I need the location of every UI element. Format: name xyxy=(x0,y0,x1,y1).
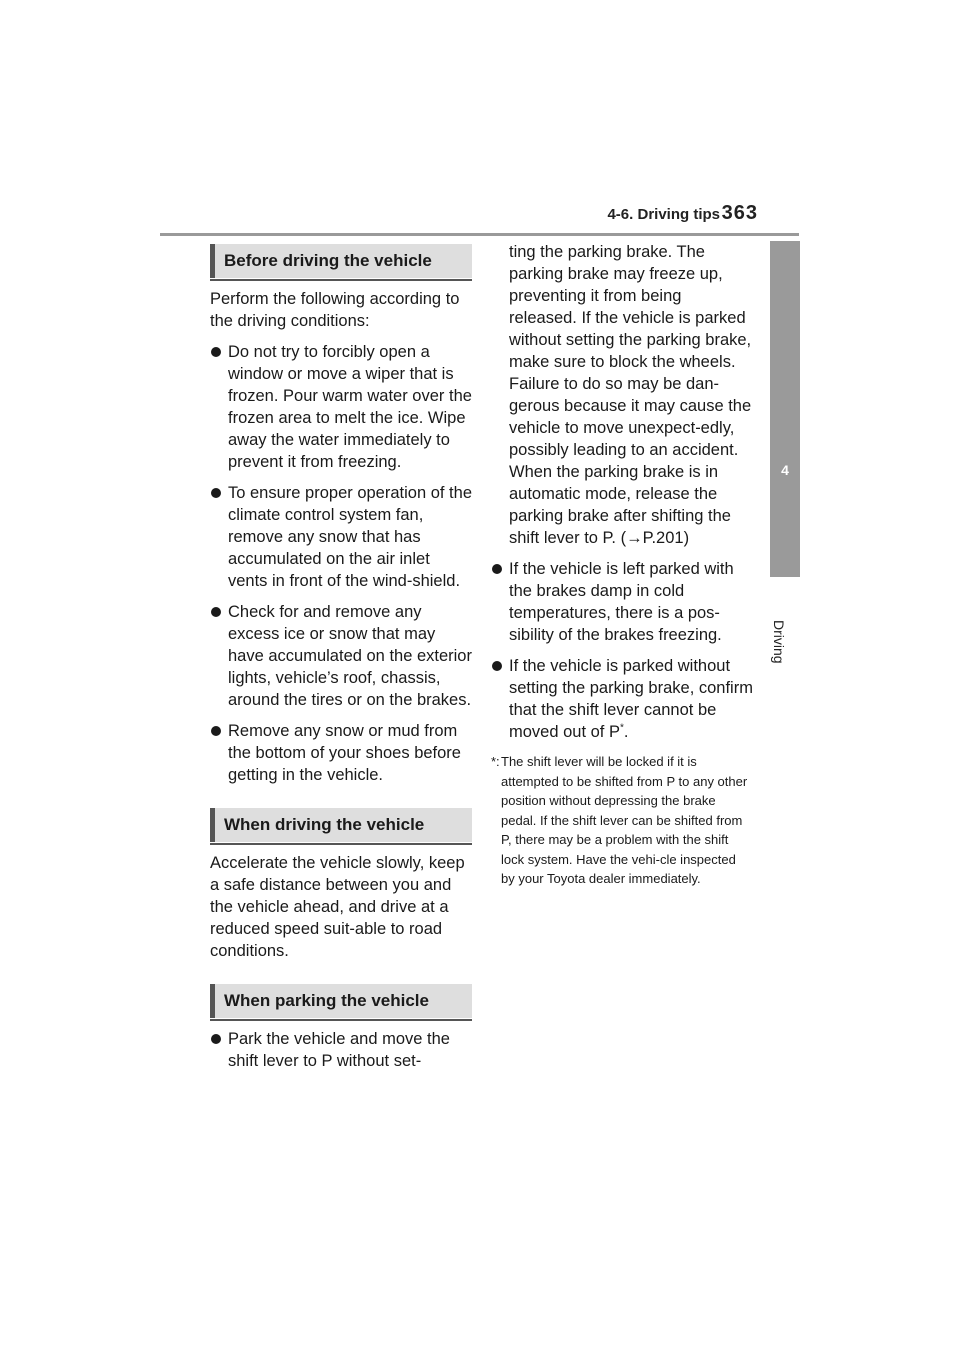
warning-text: Failure to do so may be dan-gerous because it may cause the vehicle to move unexpect-edly, possibly leading to an accident. xyxy=(509,375,752,459)
bullet-item xyxy=(210,601,472,711)
page-number: 363 xyxy=(721,202,758,224)
bullet-icon xyxy=(211,726,221,736)
running-header-section: 4-6. Driving tips xyxy=(607,206,720,223)
bullet-end-punctuation: . xyxy=(623,723,629,741)
bullet-item xyxy=(210,720,472,786)
bullet-item xyxy=(491,655,753,743)
footnote-reference: * xyxy=(619,722,624,734)
bullet-item xyxy=(491,558,753,646)
driving-paragraph: Accelerate the vehicle slowly, keep a safe distance between you and the vehicle ahead, and drive at a reduced speed suit-able to road conditions. xyxy=(210,854,465,960)
footnote xyxy=(491,752,753,889)
continued-text: ting the parking brake. The parking brake may freeze up, preventing it from being released. If the vehicle is parked without setting the parking brake, make sure to block the wheels. xyxy=(509,243,752,371)
bullet-item xyxy=(210,482,472,592)
bullet-text: If the vehicle is left parked with the brakes damp in cold temperatures, there is a pos-sibility of the brakes freezing. xyxy=(509,560,734,644)
bullet-icon xyxy=(211,347,221,357)
bullet-continuation xyxy=(509,241,753,549)
footnote-text: The shift lever will be locked if it is attempted to be shifted from P to any other position without depressing the brake pedal. If the shift lever can be shifted from P, there may be a problem with the shift lock system. Have the vehi-cle inspected by your Toyota dealer immediately. xyxy=(501,754,748,886)
bullet-text: Check for and remove any excess ice or snow that may have accumulated on the exterior lights, vehicle’s roof, chassis, around the tires or on the brakes. xyxy=(228,603,472,709)
section-heading-before-driving xyxy=(210,244,472,278)
section-heading-text: When driving the vehicle xyxy=(224,815,425,834)
bullet-text: Do not try to forcibly open a window or move a wiper that is frozen. Pour warm water over the frozen area to melt the ice. Wipe away the water immediately to prevent it from freezing. xyxy=(228,343,472,471)
bullet-text: To ensure proper operation of the climate control system fan, remove any snow that has accumulated on the air inlet vents in front of the wind-shield. xyxy=(228,484,472,590)
chapter-side-tab xyxy=(770,241,800,577)
automatic-mode-text: When the parking brake is in automatic mode, release the parking brake after shifting the shift lever to P. (→P.201) xyxy=(509,463,731,547)
bullet-text: Park the vehicle and move the shift lever to P without set- xyxy=(228,1030,450,1070)
right-column xyxy=(491,241,753,889)
chapter-label: Driving xyxy=(771,620,787,664)
bullet-text: If the vehicle is parked without setting the parking brake, confirm that the shift lever cannot be moved out of P xyxy=(509,657,753,741)
bullet-item xyxy=(210,341,472,473)
header-rule xyxy=(160,233,799,236)
bullet-icon xyxy=(492,564,502,574)
bullet-icon xyxy=(211,488,221,498)
bullet-icon xyxy=(211,607,221,617)
footnote-mark: *: xyxy=(491,754,500,769)
left-column xyxy=(210,244,472,1081)
bullet-icon xyxy=(211,1034,221,1044)
section-heading-text: When parking the vehicle xyxy=(224,991,429,1010)
intro-paragraph: Perform the following according to the driving conditions: xyxy=(210,290,460,330)
section-heading-text: Before driving the vehicle xyxy=(224,251,432,270)
chapter-number: 4 xyxy=(781,462,789,478)
section-heading-when-driving xyxy=(210,808,472,842)
bullet-item xyxy=(210,1028,472,1072)
section-heading-when-parking xyxy=(210,984,472,1018)
bullet-icon xyxy=(492,661,502,671)
bullet-text: Remove any snow or mud from the bottom of your shoes before getting in the vehicle. xyxy=(228,722,461,784)
